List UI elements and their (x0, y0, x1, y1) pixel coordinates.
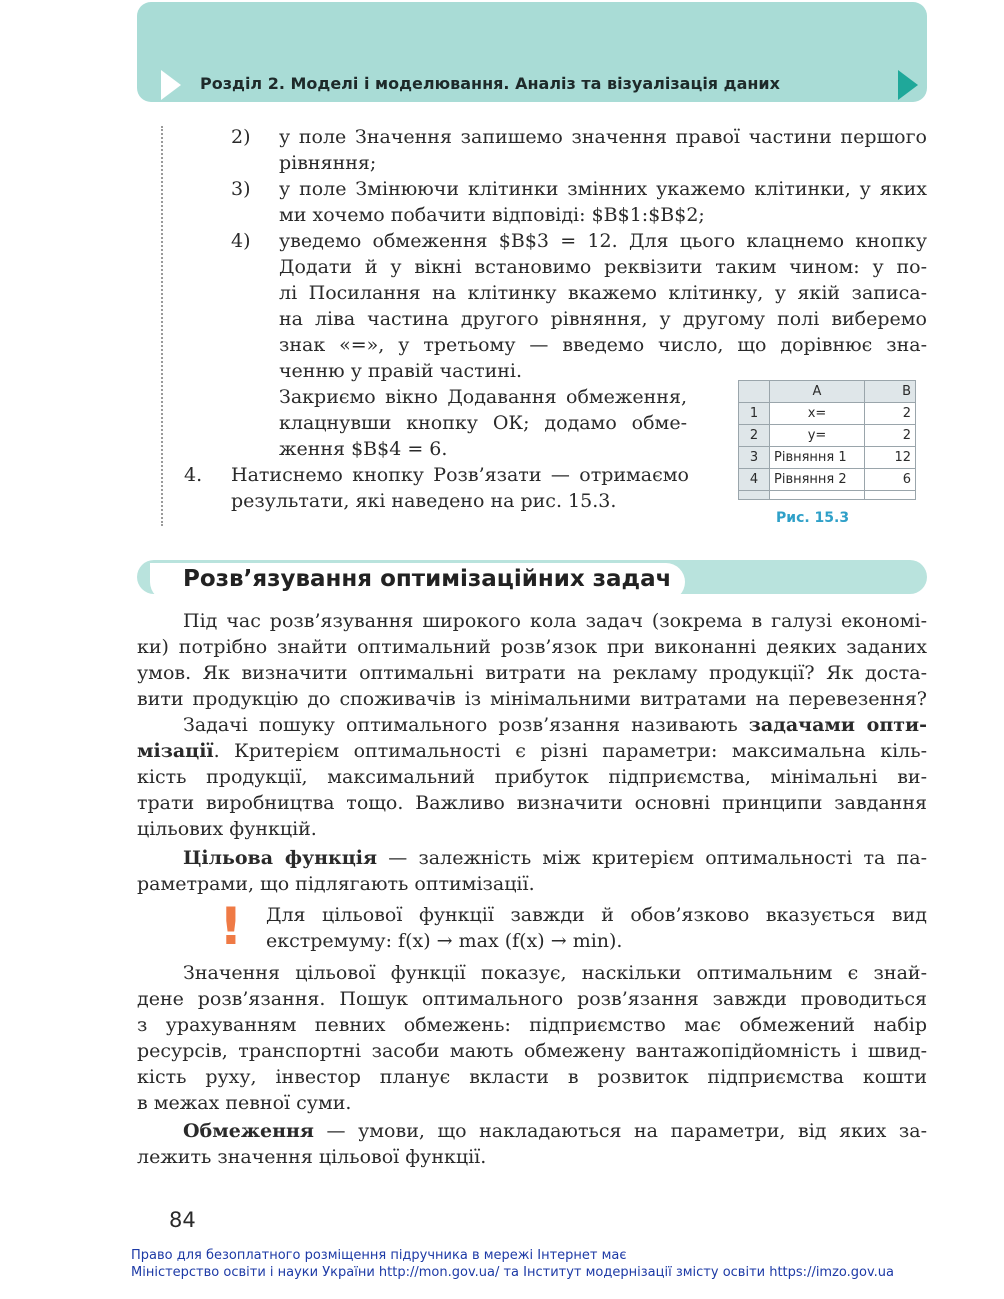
table-row (739, 469, 916, 491)
step-4-number: 4) (231, 230, 251, 252)
footer-license: Право для безоплатного розміщення підручника в мережі Інтернет має Міністерство освіти і науки України http://mon.gov.ua/ та Інститут модернізації змісту освіти https://imzo.gov.ua (131, 1248, 895, 1280)
table-row (739, 447, 916, 469)
header-right-arrow-icon (898, 70, 918, 100)
paragraph-4: Значення цільової функції показує, наскільки оптимальним є знай- дене розв’язання. Пошук оптимального розв’язання завжди проводиться з урахуванням певних обмежень: підприємство має обмежений набір ресурсів, транспортні засоби мають обмежену вантажопідйомність і швид- кість руху, інвестор планує вкласти в розвиток підприємства кошти в межах певної суми. (137, 962, 927, 1114)
step-3-text: у поле Змінюючи клітинки змінних укажемо клітинки, у яких ми хочемо побачити відповіді: $B$1:$B$2; (279, 178, 927, 226)
cell-b: 2 (865, 403, 916, 425)
cell-a: x= (770, 403, 865, 425)
cell-b: 2 (865, 425, 916, 447)
column-header-a: A (770, 381, 865, 403)
table-row (739, 425, 916, 447)
corner-cell (739, 381, 770, 403)
cell-a (770, 491, 865, 500)
table-row (739, 403, 916, 425)
step-2-text: у поле Значення запишемо значення правої частини першого рівняння; (279, 126, 927, 174)
page-number: 84 (169, 1208, 196, 1232)
step-final-number: 4. (184, 464, 203, 486)
cell-a: Рівняння 1 (770, 447, 865, 469)
paragraph-constraints: Обмеження — умови, що накладаються на параметри, від яких за- лежить значення цільової функції. (137, 1120, 927, 1168)
section-title: Розв’язування оптимізаційних задач (183, 566, 672, 592)
table-header-row (739, 381, 916, 403)
step-3-number: 3) (231, 178, 251, 200)
spreadsheet-figure (738, 380, 916, 500)
cell-b: 6 (865, 469, 916, 491)
cell-a: y= (770, 425, 865, 447)
note-text: Для цільової функції завжди й обов’язково вказується вид екстремуму: f(x) → max (f(x) → min). (266, 904, 927, 952)
row-number: 3 (739, 447, 770, 469)
exclamation-icon: ! (219, 897, 243, 957)
cell-b: 12 (865, 447, 916, 469)
row-number: 2 (739, 425, 770, 447)
cell-b (865, 491, 916, 500)
close-window-text: Закриємо вікно Додавання обмеження, клацнувши кнопку ОК; додамо обме- ження $B$4 = 6. (279, 386, 687, 460)
row-number: 4 (739, 469, 770, 491)
step-4-text: уведемо обмеження $B$3 = 12. Для цього клацнемо кнопку Додати й у вікні встановимо реквізити таким чином: у по- лі Посилання на клітинку вкажемо клітинку, у якій записа- на ліва частина другого рівняння, у другому полі виберемо знак «=», у третьому — введемо число, що дорівнює зна- ченню у правій частині. (279, 230, 927, 382)
figure-caption: Рис. 15.3 (776, 510, 850, 526)
step-final-text: Натиснемо кнопку Розв’язати — отримаємо результати, які наведено на рис. 15.3. (231, 464, 689, 512)
margin-dotted-line (161, 126, 163, 526)
chapter-title: Розділ 2. Моделі і моделювання. Аналіз та візуалізація даних (200, 74, 780, 93)
paragraph-2: Задачі пошуку оптимального розв’язання називають задачами опти- мізації. Критерієм оптимальності є різні параметри: максимальна кіль- кість продукції, максимальний прибуток підприємства, мінімальні ви- трати виробництва тощо. Важливо визначити основні принципи завдання цільових функцій. (137, 714, 927, 840)
column-header-b: B (865, 381, 916, 403)
step-2-number: 2) (231, 126, 251, 148)
header-left-arrow-icon (161, 70, 181, 100)
table-row (739, 491, 916, 500)
cell-a: Рівняння 2 (770, 469, 865, 491)
row-number (739, 491, 770, 500)
paragraph-1: Під час розв’язування широкого кола задач (зокрема в галузі економі- ки) потрібно знайти оптимальний розв’язок при виконанні деяких заданих умов. Як визначити оптимальні витрати на рекламу продукції? Як доста- вити продукцію до споживачів із мінімальними витратами на перевезення? (137, 610, 927, 710)
paragraph-target-function: Цільова функція — залежність між критерієм оптимальності та па- раметрами, що підлягають оптимізації. (137, 847, 927, 895)
row-number: 1 (739, 403, 770, 425)
